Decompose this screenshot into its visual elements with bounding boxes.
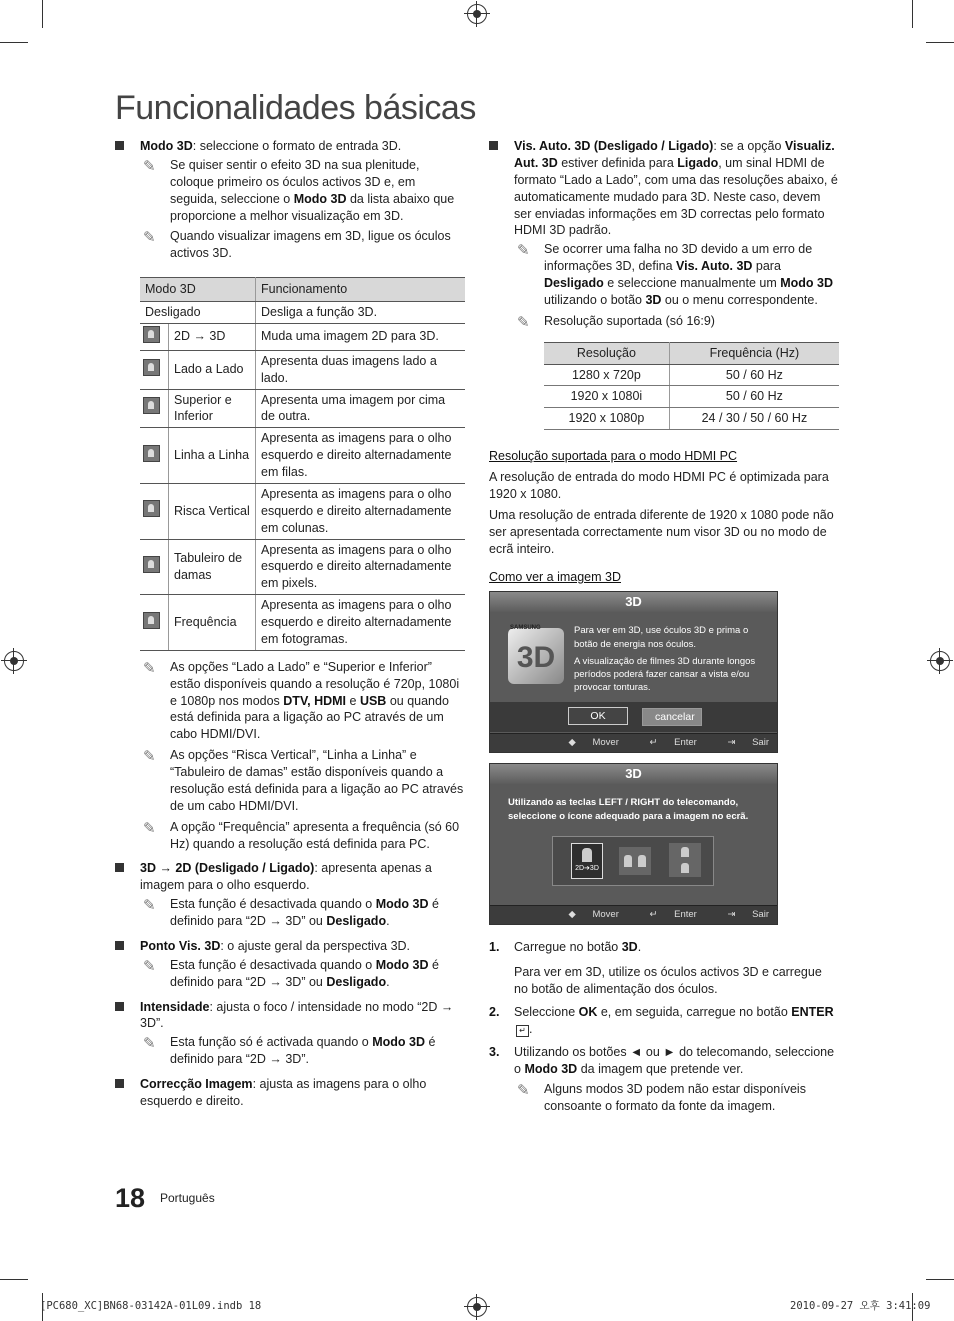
bullet-3d-2d [115,860,465,894]
desc-cell: Apresenta as imagens para o olho esquerdo e direito alternadamente em colunas. [256,483,466,539]
desc-cell: Apresenta uma imagem por cima de outra. [256,389,466,428]
table-row [544,408,839,430]
side-by-side-icon [143,359,160,376]
desc-cell: Apresenta as imagens para o olho esquerdo e direito alternadamente em fotogramas. [256,595,466,651]
osd-button-area [490,702,777,732]
text: Utilizando os botões ◄ ou ► do telecomando, seleccione o [514,1044,835,1076]
move-hint [555,909,619,920]
term: ENTER [791,1004,834,1019]
table-row [140,350,465,389]
text: ou quando está definida para a ligação ao PC através de um cabo HDMI/DVI. [170,693,449,742]
text: Se quiser sentir o efeito 3D na sua plenitude, coloque primeiro os óculos activos 3D e, em seguida, seleccione o [170,157,420,206]
step-number: 1. [489,940,500,955]
crop-mark [0,1279,28,1280]
bullet-square-icon [115,941,124,950]
text: é definido para “2D → 3D” ou [170,897,439,928]
crop-mark [912,0,913,28]
bullet-square-icon [115,141,124,150]
table-row [140,428,465,484]
arrows-icon: ◆ [568,737,576,749]
mode-cell: Tabuleiro de damas [169,539,256,595]
mode-cell: Linha a Linha [169,428,256,484]
note-pen-icon: ✎ [517,1082,530,1100]
text: : ajusta as imagens para o olho esquerdo e direito. [140,1077,427,1108]
print-slug-left: [PC680_XC]BN68-03142A-01L09.indb 18 [40,1300,262,1312]
enter-hint [636,909,697,920]
step-number: 2. [489,1004,500,1019]
crop-mark [926,1279,954,1280]
hint-label: Mover [592,909,619,921]
note [115,896,465,930]
ok-button[interactable]: OK [568,707,628,725]
table-row [140,389,465,428]
note-pen-icon: ✎ [517,313,530,331]
mode-3d-table [140,277,465,651]
vertical-stripe-icon [143,500,160,517]
text: Alguns modos 3D podem não estar disponíveis consoante o formato da fonte da imagem. [544,1082,806,1114]
term: Modo 3D [372,1035,426,1050]
note [115,1034,465,1068]
option-label: 2D➔3D [575,865,599,873]
table-cell: 1920 x 1080p [544,408,669,430]
table-row [544,386,839,408]
term: 3D → 2D (Desligado / Ligado) [140,861,315,876]
table-cell: 50 / 60 Hz [669,364,839,386]
table-header: Frequência (Hz) [669,342,839,364]
text: da imagem que pretende ver. [577,1061,744,1076]
text: Carregue no botão [514,940,622,955]
term: 3D [621,940,638,955]
section-heading: Resolução suportada para o modo HDMI PC [489,449,738,464]
bullet-ponto-vis [115,938,465,955]
step-item [489,939,839,998]
page-language: Português [160,1191,215,1205]
term: Correcção Imagem [140,1077,253,1091]
note-pen-icon: ✎ [143,957,156,975]
samsung-3d-logo [508,625,564,684]
text: Esta função é desactivada quando o [170,897,376,912]
mode-cell: Lado a Lado [169,350,256,389]
step-number: 3. [489,1044,500,1059]
mode-icon-cell [140,389,169,428]
desc-cell: Muda uma imagem 2D para 3D. [256,323,466,350]
table-row [544,364,839,386]
term: Desligado [326,974,387,989]
table-row [140,323,465,350]
text: Quando visualizar imagens em 3D, ligue os óculos activos 3D. [170,229,451,261]
bullet-square-icon [115,1002,124,1011]
table-row [140,302,465,324]
osd-title: 3D [490,764,777,784]
text: para [752,259,781,274]
mode-icon-cell [140,428,169,484]
text: estiver definida para [557,155,678,170]
step-item [489,1004,839,1038]
paragraph: Uma resolução de entrada diferente de 1920 x 1080 pode não ser apresentada correctamente num visor 3D ou no modo de ecrã inteiro. [489,507,834,556]
text: e, em seguida, carregue no botão [597,1004,792,1019]
enter-icon: ↵ [649,909,658,921]
mode-cell: Risca Vertical [169,483,256,539]
table-header: Funcionamento [256,278,466,302]
hint-label: Enter [674,909,697,921]
term: OK [578,1004,598,1019]
section-heading: Como ver a imagem 3D [489,570,621,585]
text: As opções “Risca Vertical”, “Linha a Linha” e “Tabuleiro de damas” estão disponíveis quando a resolução está definida para a ligação ao PC através de um cabo HDMI/DVI. [170,748,464,813]
page-number: 18 [115,1183,146,1213]
term: Desligado [544,276,604,290]
right-column [489,138,839,1119]
term: USB [359,693,387,708]
note [115,659,465,743]
checkerboard-icon [143,556,160,573]
term: Visualiz. Aut. 3D [514,139,835,170]
bullet-square-icon [115,1079,124,1088]
move-hint [555,737,619,748]
text: , um sinal HDMI de formato “Lado a Lado”, com uma das resoluções abaixo, é automaticamente mudado para 3D. Neste caso, devem ser enviadas informações em 3D correctas pelo formato HDMI 3D padrão. [514,155,838,238]
desc-cell: Desliga a função 3D. [256,302,466,324]
print-slug-right: 2010-09-27 오후 3:41:09 [790,1300,931,1312]
mode-cell: Frequência [169,595,256,651]
note-pen-icon: ✎ [517,242,530,260]
note [115,957,465,991]
enter-key-icon: ↵ [516,1025,529,1037]
osd-message [574,624,764,694]
note-pen-icon: ✎ [143,229,156,247]
term: Vis. Auto. 3D [676,259,753,274]
mode-icon-cell [140,350,169,389]
mode-2d3d-option[interactable] [571,843,603,879]
term: Modo 3D [375,957,429,972]
text: : apresenta apenas a imagem para o olho esquerdo. [140,861,432,893]
note [115,819,465,853]
note [489,1081,839,1115]
registration-mark-icon [4,651,24,671]
term: Modo 3D [524,1061,578,1076]
note-pen-icon: ✎ [143,1035,156,1053]
text: e seleccione manualmente um [603,276,781,290]
text: . [637,940,642,955]
text: Se ocorrer uma falha no 3D devido a um erro de informações 3D, defina [544,242,813,274]
table-row [140,595,465,651]
term: DTV, HDMI [283,693,347,708]
table-header: Modo 3D [140,278,256,302]
hint-label: Sair [752,909,769,921]
crop-mark [42,0,43,28]
person-icon [681,863,689,873]
text: : seleccione o formato de entrada 3D. [192,139,402,153]
registration-mark-icon [930,651,950,671]
term: Desligado [326,914,387,928]
osd-title: 3D [490,592,777,612]
text: . [386,974,390,989]
mode-icon-cell [140,539,169,595]
table-cell: 24 / 30 / 50 / 60 Hz [669,408,839,430]
text: e [346,693,360,708]
text: Seleccione [514,1004,579,1019]
term: Ponto Vis. 3D [140,938,221,953]
cancel-button[interactable]: cancelar [642,708,702,726]
hint-label: Mover [592,737,619,749]
person-icon [582,848,592,862]
note [115,228,465,262]
desc-cell: Apresenta as imagens para o olho esquerdo e direito alternadamente em pixels. [256,539,466,595]
note [115,157,465,225]
text: utilizando o botão [544,292,646,307]
text: . [529,1021,533,1036]
note-pen-icon: ✎ [143,748,156,766]
bullet-modo3d [115,138,465,155]
text: : se a opção [713,139,785,153]
term: 3D [645,292,662,307]
frequency-icon [143,612,160,629]
mode-cell: Superior e Inferior [169,389,256,428]
term: Modo 3D [293,191,347,206]
note-pen-icon: ✎ [143,819,156,837]
logo-mark-text: 3D [516,641,556,675]
mode-cell: Desligado [140,302,256,324]
desc-cell: Apresenta duas imagens lado a lado. [256,350,466,389]
bullet-vis-auto [489,138,839,239]
crop-mark [0,42,28,43]
mode-2d3d-icon [143,326,160,343]
term: Vis. Auto. 3D (Desligado / Ligado) [514,139,714,153]
bullet-square-icon [115,863,124,872]
step-item [489,1044,839,1078]
table-row [140,539,465,595]
line-by-line-icon [143,445,160,462]
note [489,241,839,309]
mode-icon-cell [140,483,169,539]
text: : ajusta o foco / intensidade no modo “2D → 3D”. [140,999,454,1031]
top-bottom-icon [143,397,160,414]
term: Ligado [677,155,719,170]
osd-text: Para ver em 3D, use óculos 3D e prima o botão de energia nos óculos. [574,625,749,650]
text: : o ajuste geral da perspectiva 3D. [220,938,411,953]
page-title: Funcionalidades básicas [115,89,476,127]
text: da lista abaixo que proporcione a melhor visualização em 3D. [170,191,455,223]
exit-icon: ⇥ [727,909,736,921]
exit-hint [713,909,769,920]
text: A opção “Frequência” apresenta a frequência (só 60 Hz) quando a resolução está definida para PC. [170,819,460,851]
hint-label: Enter [674,737,697,749]
osd-text: A visualização de filmes 3D durante longos períodos poderá fazer cansar a vista e/ou provocar tonturas. [574,655,756,694]
crop-mark [926,42,954,43]
arrows-icon: ◆ [568,909,576,921]
bullet-intensidade [115,999,465,1033]
left-column [115,138,465,1112]
person-icon [638,855,646,867]
table-cell: 1280 x 720p [544,364,669,386]
side-by-side-option[interactable] [619,847,651,875]
mode-cell: 2D → 3D [169,323,256,350]
table-cell: 50 / 60 Hz [669,386,839,408]
exit-icon: ⇥ [727,737,736,749]
note-pen-icon: ✎ [143,659,156,677]
text: As opções “Lado a Lado” e “Superior e Inferior” estão disponíveis quando a resolução é 720p, 1080i e 1080p nos modos [170,659,460,708]
osd-footer [490,733,777,752]
logo-brand-text: SAMSUNG [510,625,541,632]
resolution-table [544,342,839,431]
mode-icon-cell [140,595,169,651]
text: Resolução suportada (só 16:9) [544,313,715,328]
text: é definido para “2D → 3D” ou [170,957,439,989]
term: Modo 3D [375,897,429,912]
top-bottom-option[interactable] [669,843,701,877]
registration-mark-icon [467,1297,487,1317]
table-row [140,483,465,539]
note [115,747,465,815]
term: Modo 3D [140,139,193,153]
note [489,313,839,330]
term: Intensidade [140,999,210,1014]
step-detail: Para ver em 3D, utilize os óculos activos 3D e carregue no botão de alimentação dos óculos. [514,965,822,996]
mode-icon-strip [552,836,714,886]
person-icon [681,847,689,857]
text: Esta função só é activada quando o [170,1035,373,1050]
person-icon [624,855,632,867]
table-header: Resolução [544,342,669,364]
registration-mark-icon [467,4,487,24]
note-pen-icon: ✎ [143,157,156,175]
osd-3d-dialog [489,591,778,753]
text: é definido para “2D → 3D”. [170,1035,436,1067]
table-cell: 1920 x 1080i [544,386,669,408]
exit-hint [713,737,769,748]
enter-icon: ↵ [649,737,658,749]
term: Modo 3D [780,276,834,290]
enter-hint [636,737,697,748]
paragraph: A resolução de entrada do modo HDMI PC é optimizada para 1920 x 1080. [489,470,829,501]
text: ou o menu correspondente. [661,292,818,307]
osd-3d-mode-select [489,763,778,925]
text: Esta função é desactivada quando o [170,957,376,972]
note-pen-icon: ✎ [143,897,156,915]
hint-label: Sair [752,737,769,749]
osd-footer [490,905,777,924]
mode-icon-cell [140,323,169,350]
desc-cell: Apresenta as imagens para o olho esquerdo e direito alternadamente em filas. [256,428,466,484]
text: . [386,914,390,928]
bullet-correccao [115,1076,465,1110]
osd-instruction: Utilizando as teclas LEFT / RIGHT do telecomando, seleccione o ícone adequado para a imagem no ecrã. [508,797,749,822]
bullet-square-icon [489,141,498,150]
